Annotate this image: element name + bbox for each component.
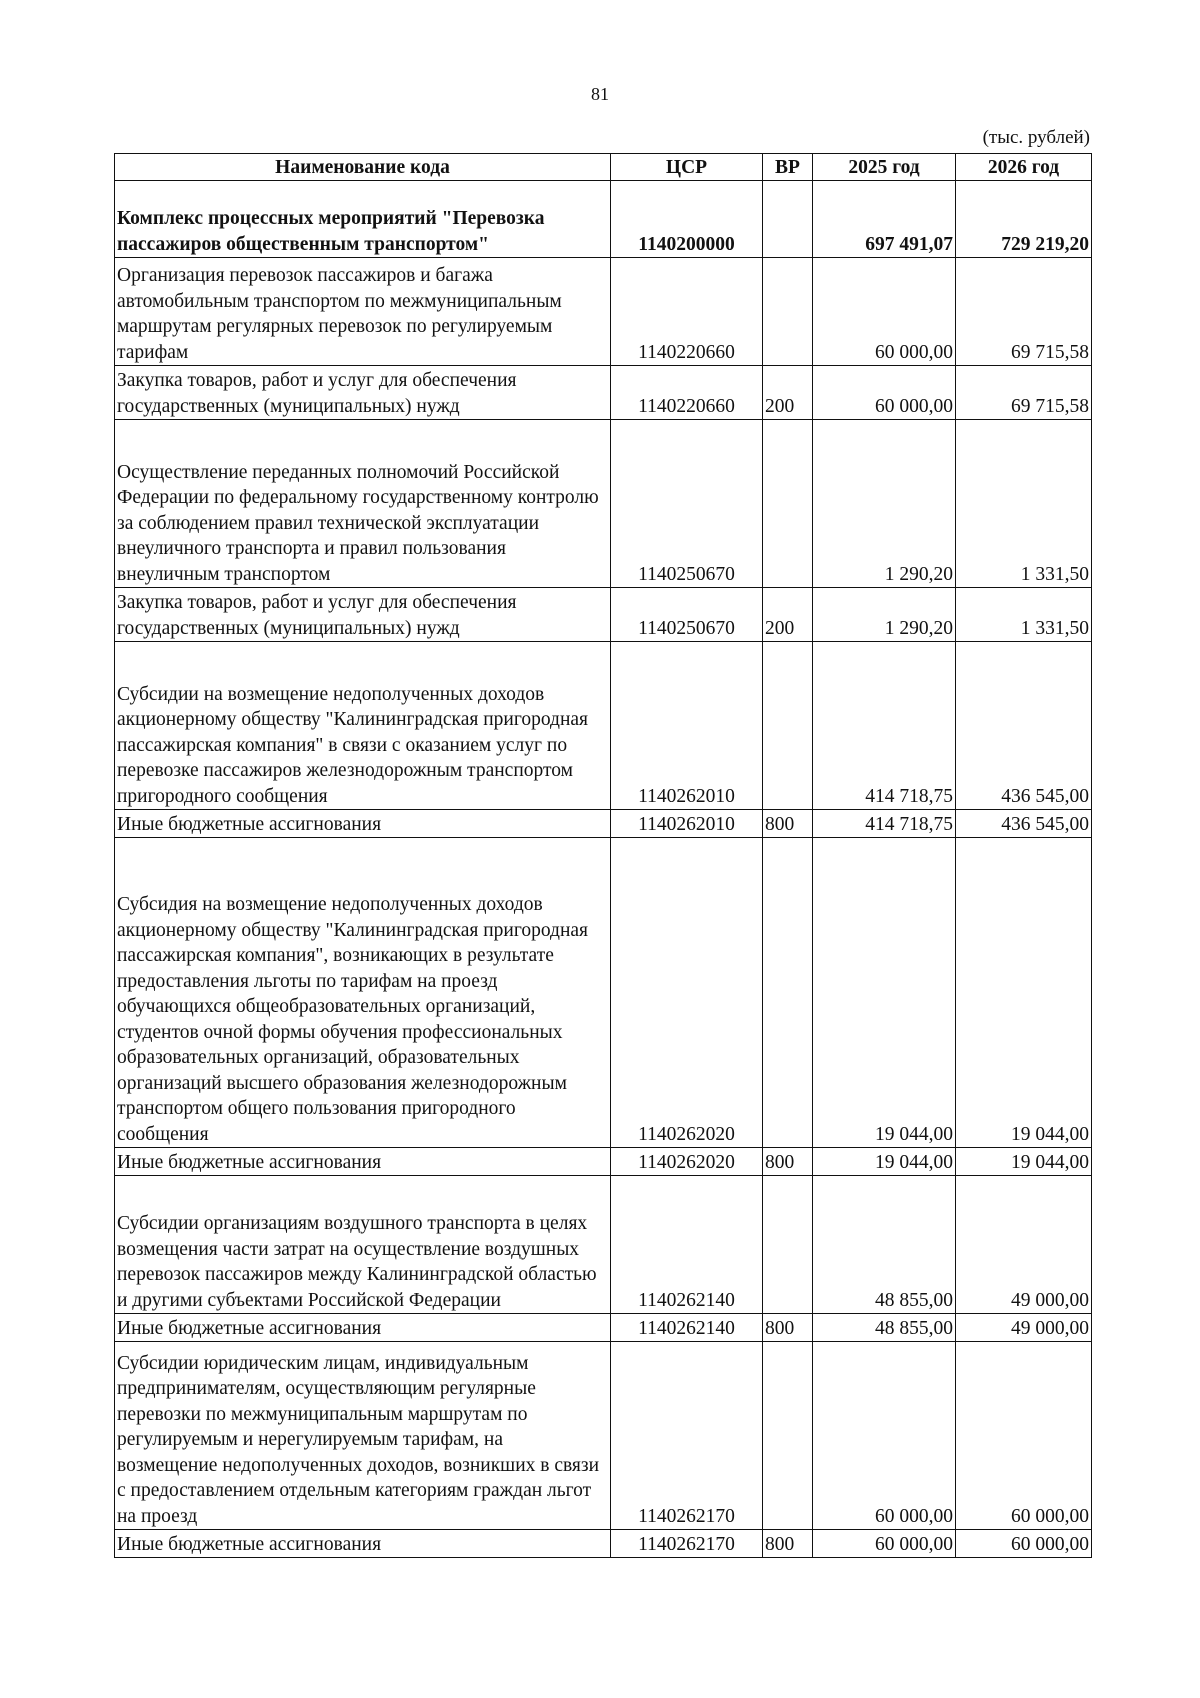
header-name: Наименование кода <box>115 154 611 181</box>
header-2025: 2025 год <box>813 154 956 181</box>
cell-vr <box>763 838 813 1148</box>
table-row <box>115 1530 1092 1558</box>
table-row <box>115 642 1092 810</box>
cell-csr: 1140262020 <box>611 838 763 1148</box>
cell-csr: 1140262010 <box>611 642 763 810</box>
cell-2026: 60 000,00 <box>956 1530 1092 1558</box>
cell-csr: 1140250670 <box>611 420 763 588</box>
cell-2025: 19 044,00 <box>813 838 956 1148</box>
cell-2025: 60 000,00 <box>813 258 956 366</box>
cell-2026: 49 000,00 <box>956 1176 1092 1314</box>
cell-2025: 60 000,00 <box>813 1342 956 1530</box>
table-row <box>115 258 1092 366</box>
cell-csr: 1140262140 <box>611 1176 763 1314</box>
cell-2025: 1 290,20 <box>813 420 956 588</box>
units-label: (тыс. рублей) <box>982 127 1090 148</box>
cell-name: Субсидии организациям воздушного транспорта в целях возмещения части затрат на осуществление воздушных перевозок пассажиров между Калининградской областью и другими субъектами Российской Федерации <box>115 1176 611 1314</box>
cell-2026: 436 545,00 <box>956 810 1092 838</box>
cell-csr: 1140262010 <box>611 810 763 838</box>
cell-vr <box>763 1176 813 1314</box>
cell-vr: 800 <box>763 810 813 838</box>
header-csr: ЦСР <box>611 154 763 181</box>
cell-2026: 19 044,00 <box>956 838 1092 1148</box>
cell-2025: 48 855,00 <box>813 1314 956 1342</box>
cell-name: Субсидия на возмещение недополученных доходов акционерному обществу "Калининградская пригородная пассажирская компания", возникающих в результате предоставления льготы по тарифам на проезд обучающихся общеобразовательных организаций, студентов очной формы обучения профессиональных образовательных организаций, образовательных организаций высшего образования железнодорожным транспортом общего пользования пригородного сообщения <box>115 838 611 1148</box>
table-row <box>115 420 1092 588</box>
cell-2026: 19 044,00 <box>956 1148 1092 1176</box>
cell-csr: 1140262170 <box>611 1342 763 1530</box>
cell-vr: 800 <box>763 1530 813 1558</box>
cell-2025: 19 044,00 <box>813 1148 956 1176</box>
table-row <box>115 1148 1092 1176</box>
cell-name: Осуществление переданных полномочий Российской Федерации по федеральному государственному контролю за соблюдением правил технической эксплуатации внеуличного транспорта и правил пользования внеуличным транспортом <box>115 420 611 588</box>
cell-vr <box>763 258 813 366</box>
cell-2025: 414 718,75 <box>813 810 956 838</box>
cell-csr: 1140262140 <box>611 1314 763 1342</box>
cell-2025: 48 855,00 <box>813 1176 956 1314</box>
cell-2025: 414 718,75 <box>813 642 956 810</box>
cell-vr <box>763 642 813 810</box>
cell-vr: 800 <box>763 1148 813 1176</box>
cell-vr <box>763 181 813 258</box>
budget-table <box>114 153 1092 1558</box>
cell-2026: 1 331,50 <box>956 420 1092 588</box>
table-row <box>115 588 1092 642</box>
cell-vr <box>763 420 813 588</box>
cell-name: Организация перевозок пассажиров и багажа автомобильным транспортом по межмуниципальным маршрутам регулярных перевозок по регулируемым тарифам <box>115 258 611 366</box>
table-row <box>115 810 1092 838</box>
table-row <box>115 366 1092 420</box>
page-number: 81 <box>591 84 609 104</box>
table-row <box>115 1342 1092 1530</box>
cell-2026: 69 715,58 <box>956 366 1092 420</box>
cell-2025: 60 000,00 <box>813 1530 956 1558</box>
header-vr: ВР <box>763 154 813 181</box>
cell-name: Иные бюджетные ассигнования <box>115 810 611 838</box>
cell-2025: 1 290,20 <box>813 588 956 642</box>
cell-2026: 60 000,00 <box>956 1342 1092 1530</box>
cell-name: Закупка товаров, работ и услуг для обеспечения государственных (муниципальных) нужд <box>115 366 611 420</box>
cell-csr: 1140220660 <box>611 258 763 366</box>
cell-2026: 436 545,00 <box>956 642 1092 810</box>
cell-csr: 1140262170 <box>611 1530 763 1558</box>
cell-vr <box>763 1342 813 1530</box>
cell-name: Субсидии юридическим лицам, индивидуальным предпринимателям, осуществляющим регулярные перевозки по межмуниципальным маршрутам по регулируемым и нерегулируемым тарифам, на возмещение недополученных доходов, возникших в связи с предоставлением отдельным категориям граждан льгот на проезд <box>115 1342 611 1530</box>
table-header-row <box>115 154 1092 181</box>
cell-name: Иные бюджетные ассигнования <box>115 1314 611 1342</box>
table-row <box>115 1314 1092 1342</box>
cell-csr: 1140220660 <box>611 366 763 420</box>
cell-vr: 200 <box>763 588 813 642</box>
cell-csr: 1140262020 <box>611 1148 763 1176</box>
cell-2026: 49 000,00 <box>956 1314 1092 1342</box>
cell-name: Субсидии на возмещение недополученных доходов акционерному обществу "Калининградская пригородная пассажирская компания" в связи с оказанием услуг по перевозке пассажиров железнодорожным транспортом пригородного сообщения <box>115 642 611 810</box>
cell-csr: 1140250670 <box>611 588 763 642</box>
table-row <box>115 181 1092 258</box>
cell-2026: 1 331,50 <box>956 588 1092 642</box>
header-2026: 2026 год <box>956 154 1092 181</box>
cell-name: Иные бюджетные ассигнования <box>115 1530 611 1558</box>
cell-csr: 1140200000 <box>611 181 763 258</box>
cell-vr: 800 <box>763 1314 813 1342</box>
cell-vr: 200 <box>763 366 813 420</box>
cell-2026: 69 715,58 <box>956 258 1092 366</box>
table-row <box>115 1176 1092 1314</box>
cell-2025: 697 491,07 <box>813 181 956 258</box>
cell-2026: 729 219,20 <box>956 181 1092 258</box>
table-row <box>115 838 1092 1148</box>
cell-name: Закупка товаров, работ и услуг для обеспечения государственных (муниципальных) нужд <box>115 588 611 642</box>
cell-name: Комплекс процессных мероприятий "Перевозка пассажиров общественным транспортом" <box>115 181 611 258</box>
cell-2025: 60 000,00 <box>813 366 956 420</box>
cell-name: Иные бюджетные ассигнования <box>115 1148 611 1176</box>
